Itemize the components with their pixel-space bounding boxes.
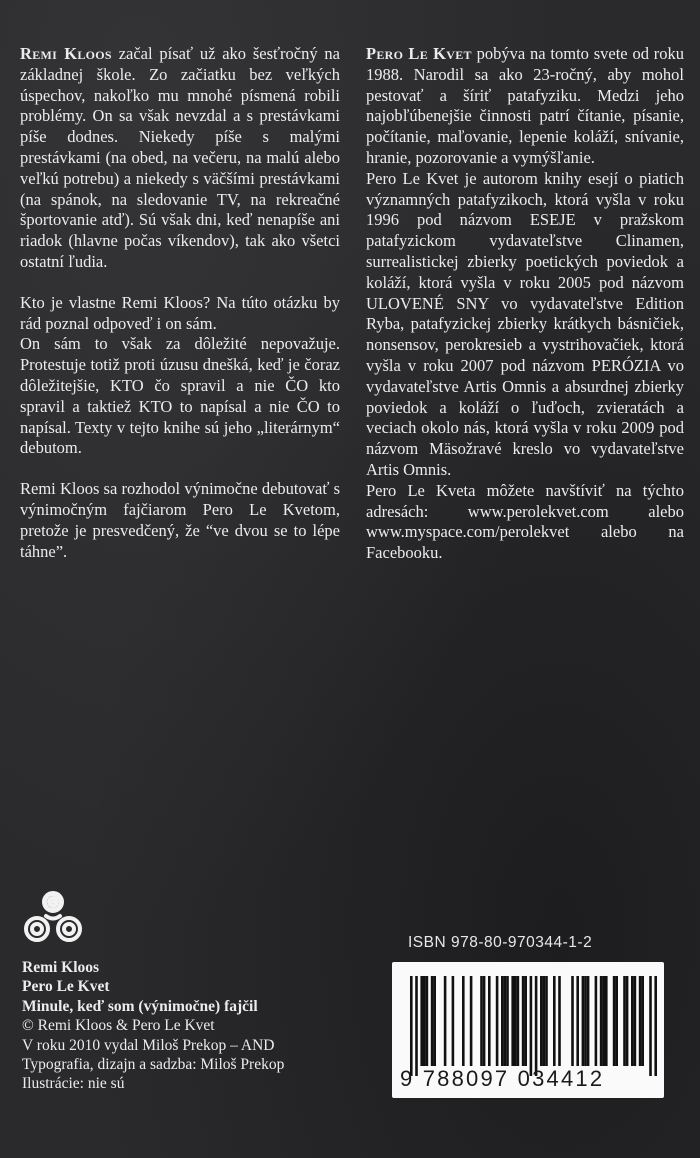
barcode-bar (511, 976, 514, 1066)
barcode-bar (420, 976, 423, 1066)
imprint-block (22, 958, 382, 1094)
barcode-digits: 9 788097 034412 (400, 1066, 605, 1091)
imprint-author-1: Remi Kloos (22, 959, 100, 976)
barcode-bar (626, 976, 629, 1066)
barcode-bar (605, 976, 608, 1066)
barcode-bar (623, 976, 626, 1066)
barcode-bar (631, 976, 634, 1066)
barcode-bar (634, 976, 637, 1066)
barcode-bar (488, 976, 491, 1066)
right-column (366, 44, 684, 564)
imprint-illustrations: Ilustrácie: nie sú (22, 1075, 125, 1093)
barcode-bar (602, 976, 605, 1066)
barcode-bar (613, 976, 616, 1066)
barcode-bar (584, 976, 587, 1066)
barcode-bar (545, 976, 548, 1066)
barcode-bar (522, 976, 525, 1066)
barcode-bar (504, 976, 507, 1066)
imprint-copyright: © Remi Kloos & Pero Le Kvet (22, 1017, 215, 1035)
barcode-bar (501, 976, 504, 1066)
triskelion-spiral-icon (22, 888, 84, 946)
barcode-bar (553, 976, 556, 1066)
barcode-bar (576, 976, 579, 1066)
barcode-bar (452, 976, 455, 1066)
imprint-book-title: Minule, keď som (výnimočne) fajčil (22, 997, 258, 1015)
barcode-bar (641, 976, 644, 1066)
isbn-label: ISBN 978-80-970344-1-2 (408, 934, 593, 951)
barcode-bar (514, 976, 517, 1066)
barcode-bar (426, 976, 429, 1066)
barcode-bar (571, 976, 574, 1066)
barcode-bar (506, 976, 509, 1066)
barcode-bar (483, 976, 486, 1066)
barcode-bar (615, 976, 618, 1066)
barcode-guard-bar (415, 976, 418, 1076)
barcode-bar (540, 976, 543, 1066)
pero-le-kvet-name: Pero Le Kvet (366, 44, 472, 63)
barcode-bar (517, 976, 520, 1066)
remi-kloos-name: Remi Kloos (20, 44, 112, 63)
barcode-bar (444, 976, 447, 1066)
barcode-bar (587, 976, 590, 1066)
barcode-bar (595, 976, 598, 1066)
barcode-bar (639, 976, 642, 1066)
barcode-guard-bar (535, 976, 538, 1076)
pero-le-kvet-bio-text: pobýva na tomto svete od roku 1988. Narodil sa ako 23-ročný, aby mohol pestovať a šíriť patafyziku. Medzi jeho najobľúbenejšie činnosti patrí čítanie, písanie, počítanie, maľovanie, lepenie koláží, snívanie, hranie, pozorovanie a vymýšľanie. (366, 44, 684, 167)
remi-kloos-bio-text: začal písať už ako šesťročný na základnej škole. Zo začiatku bez veľkých úspechov, nakoľko mu mnohé písmená robili problémy. On sa však nevzdal a s prestávkami píše dodnes. Niekedy píše s malými prestávkami (na obed, na večeru, na malú alebo veľkú potrebu) a niekedy s väčšími prestávkami (na spánok, na sledovanie TV, na rekreačné športovanie atď). Sú však dni, keď nenapíše ani riadok (hlavne počas víkendov), tak ako všetci ostatní ľudia. (20, 44, 340, 271)
barcode-bar (524, 976, 527, 1066)
barcode-bar (462, 976, 465, 1066)
left-column (20, 44, 340, 562)
barcode-bar (433, 976, 436, 1066)
barcode-bar (480, 976, 483, 1066)
protest-paragraph: On sám to však za dôležité nepovažuje. Protestuje totiž proti úzusu dnešká, keď je čoraz dôležitejšie, KTO čo spravil a nie ČO kto spravil a taktiež KTO to napísal a nie ČO to napísal. Texty v tejto knihe sú jeho „literárnym“ debutom. (20, 334, 340, 458)
pero-le-kvet-bio-paragraph (366, 44, 684, 169)
imprint-author-2: Pero Le Kvet (22, 978, 110, 996)
barcode-bar (582, 976, 585, 1066)
barcode-bar (558, 976, 561, 1066)
contact-paragraph: Pero Le Kveta môžete navštíviť na týchto adresách: www.perolekvet.com alebo www.myspace.com/perolekvet alebo na Facebooku. (366, 480, 684, 563)
who-is-paragraph: Kto je vlastne Remi Kloos? Na túto otázku by rád poznal odpoveď i on sám. (20, 292, 340, 333)
barcode-bar (543, 976, 546, 1066)
barcode-guard-bar (530, 976, 533, 1076)
barcode-bar (423, 976, 426, 1066)
bibliography-paragraph: Pero Le Kvet je autorom knihy esejí o piatich významných patafyzikoch, ktorá vyšla v roku 1996 pod názvom ESEJE v pražskom patafyzickom vydavateľstve Clinamen, surrealistickej zbierky poetických poviedok a koláží, ktorá vyšla v roku 2005 pod názvom ULOVENÉ SNY vo vydavateľstve Edition Ryba, patafyzickej zbierky krátkych básničiek, nonsensov, perokresieb a vystrihovačiek, ktorá vyšla v roku 2007 pod názvom PERÓZIA vo vydavateľstve Artis Omnis a absurdnej zbierky poviedok a koláží o ľuďoch, zvieratách a veciach okolo nás, ktorá vyšla v roku 2009 pod názvom Mäsožravé kreslo vo vydavateľstve Artis Omnis. (366, 168, 684, 479)
barcode-guard-bar (654, 976, 657, 1076)
barcode-bar (431, 976, 434, 1066)
imprint-publisher: V roku 2010 vydal Miloš Prekop – AND (22, 1036, 275, 1054)
barcode (392, 962, 664, 1098)
barcode-bar (470, 976, 473, 1066)
remi-kloos-bio-paragraph (20, 44, 340, 273)
debut-paragraph: Remi Kloos sa rozhodol výnimočne debutovať s výnimočným fajčiarom Pero Le Kvetom, pretože je presvedčený, že “ve dvou se to lépe táhne”. (20, 479, 340, 561)
barcode-bar (496, 976, 499, 1066)
imprint-typography: Typografia, dizajn a sadzba: Miloš Prekop (22, 1056, 285, 1074)
barcode-bar (600, 976, 603, 1066)
barcode-guard-bar (649, 976, 652, 1076)
barcode-guard-bar (410, 976, 413, 1076)
